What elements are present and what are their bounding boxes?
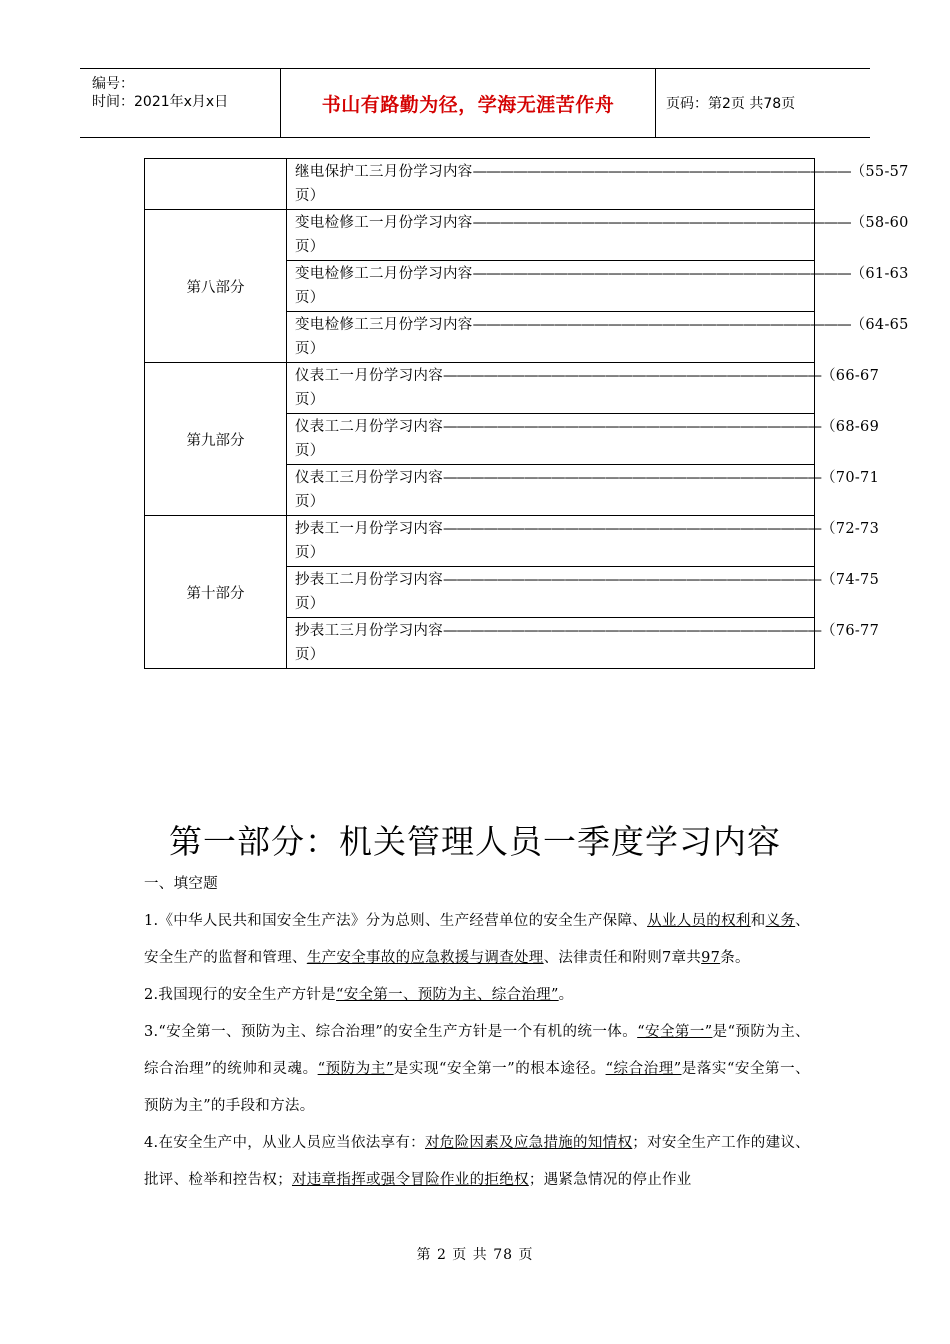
question-text: 、安全生产的监督和管理、 [144,913,810,966]
toc-leader: ———————————————————————————— [472,164,851,180]
toc-leader: ———————————————————————————— [443,470,821,486]
toc-table [144,158,909,669]
question-text: 。 [558,987,574,1003]
toc-entry [287,312,909,363]
toc-pages: （58-60 [850,215,909,231]
question-text: 1.《中华人民共和国安全生产法》分为总则、生产经营单位的安全生产保障、 [144,913,648,929]
toc-entry-label: 抄表工三月份学习内容 [295,623,443,639]
question-text: 是实现“安全第一”的根本途径。 [393,1061,606,1077]
question-text: 、法律责任和附则7章共 [543,950,702,966]
answer-blank: 义务 [765,913,796,929]
toc-entry-label: 仪表工二月份学习内容 [295,419,443,435]
question-text: ；对安全生产工作的建议、批评、检举和控告权； [144,1135,810,1188]
question-text: 3.“安全第一、预防为主、综合治理”的安全生产方针是一个有机的统一体。 [144,1024,638,1040]
toc-leader: ———————————————————————————— [472,266,851,282]
answer-blank: 对危险因素及应急措施的知情权 [424,1135,633,1151]
answer-blank: 对违章指挥或强令冒险作业的拒绝权 [292,1172,529,1188]
number-label: 编号： [92,76,134,92]
answer-blank: 从业人员的权利 [647,913,751,929]
question-paragraph [144,977,810,1014]
toc-pages: （72-73 [821,521,880,537]
toc-pages-suffix: 页） [295,494,325,510]
toc-pages: （76-77 [821,623,880,639]
toc-pages-suffix: 页） [295,596,325,612]
question-text: ；遇紧急情况的停止作业 [528,1172,692,1188]
page-footer: 第 2 页 共 78 页 [416,1247,534,1263]
toc-leader: ———————————————————————————— [443,419,821,435]
toc-part-label: 第十部分 [145,516,287,669]
toc-entry [287,261,909,312]
section-body [144,866,810,1199]
toc-entry [287,210,909,261]
toc-entry [287,567,880,618]
toc-pages: （70-71 [821,470,880,486]
question-text: 条。 [720,950,750,966]
answer-blank: 97 [701,950,721,966]
toc-entry [287,618,880,669]
question-paragraph [144,1014,810,1125]
page-header [80,68,870,138]
toc-row [145,159,815,210]
toc-pages-suffix: 页） [295,290,325,306]
header-page-label: 页码：第2页 共78页 [666,96,796,112]
toc-pages-suffix: 页） [295,341,325,357]
toc-pages: （66-67 [821,368,880,384]
question-text: 是落实“安全第一、预防为主”的手段和方法。 [144,1061,810,1114]
answer-blank: “综合治理” [605,1061,682,1077]
toc-pages-suffix: 页） [295,443,325,459]
toc-entry-label: 继电保护工三月份学习内容 [295,164,473,180]
answer-blank: “安全第一、预防为主、综合治理” [336,987,559,1003]
question-text: 是“预防为主、综合治理”的统帅和灵魂。 [144,1024,810,1077]
toc-row [145,516,815,567]
toc-pages: （74-75 [821,572,880,588]
toc-pages-suffix: 页） [295,545,325,561]
toc-entry [287,516,880,567]
toc-entry-label: 变电检修工三月份学习内容 [295,317,473,333]
toc-row [145,363,815,414]
answer-blank: 生产安全事故的应急救援与调查处理 [306,950,544,966]
toc-entry-label: 变电检修工二月份学习内容 [295,266,473,282]
toc-pages: （64-65 [850,317,909,333]
question-paragraph [144,1125,810,1199]
toc-part-cell [145,159,287,210]
section-title: 第一部分：机关管理人员一季度学习内容 [169,822,781,861]
toc-entry-label: 变电检修工一月份学习内容 [295,215,473,231]
toc-entry [287,363,880,414]
answer-blank: “预防为主” [317,1061,394,1077]
toc-row [145,210,815,261]
answer-blank: “安全第一” [637,1024,713,1040]
toc-entry-label: 抄表工二月份学习内容 [295,572,443,588]
header-meta [80,69,280,137]
question-text: 和 [750,913,766,929]
question-text: 2.我国现行的安全生产方针是 [144,987,337,1003]
toc-entry-label: 仪表工三月份学习内容 [295,470,443,486]
toc-entry-label: 抄表工一月份学习内容 [295,521,443,537]
question-text: 4.在安全生产中，从业人员应当依法享有： [144,1135,425,1151]
toc-pages: （61-63 [850,266,909,282]
toc-entry-label: 仪表工一月份学习内容 [295,368,443,384]
toc-leader: ———————————————————————————— [443,572,821,588]
toc-leader: ———————————————————————————— [472,215,851,231]
toc-leader: ———————————————————————————— [443,623,821,639]
paragraph-list [144,903,810,1199]
toc-part-label: 第九部分 [145,363,287,516]
toc-leader: ———————————————————————————— [443,521,821,537]
toc-entry [287,159,909,210]
toc-pages-suffix: 页） [295,188,325,204]
toc-leader: ———————————————————————————— [443,368,821,384]
toc-pages-suffix: 页） [295,647,325,663]
toc-entry [287,414,880,465]
toc-pages: （68-69 [821,419,880,435]
toc-pages-suffix: 页） [295,392,325,408]
toc-leader: ———————————————————————————— [472,317,851,333]
toc-entry [287,465,880,516]
question-paragraph [144,903,810,977]
time-label: 时间：2021年x月x日 [92,94,229,110]
header-motto: 书山有路勤为径，学海无涯苦作舟 [280,69,656,137]
section-subtitle: 一、填空题 [144,876,218,892]
toc-part-label: 第八部分 [145,210,287,363]
toc-pages-suffix: 页） [295,239,325,255]
toc-pages: （55-57 [850,164,909,180]
